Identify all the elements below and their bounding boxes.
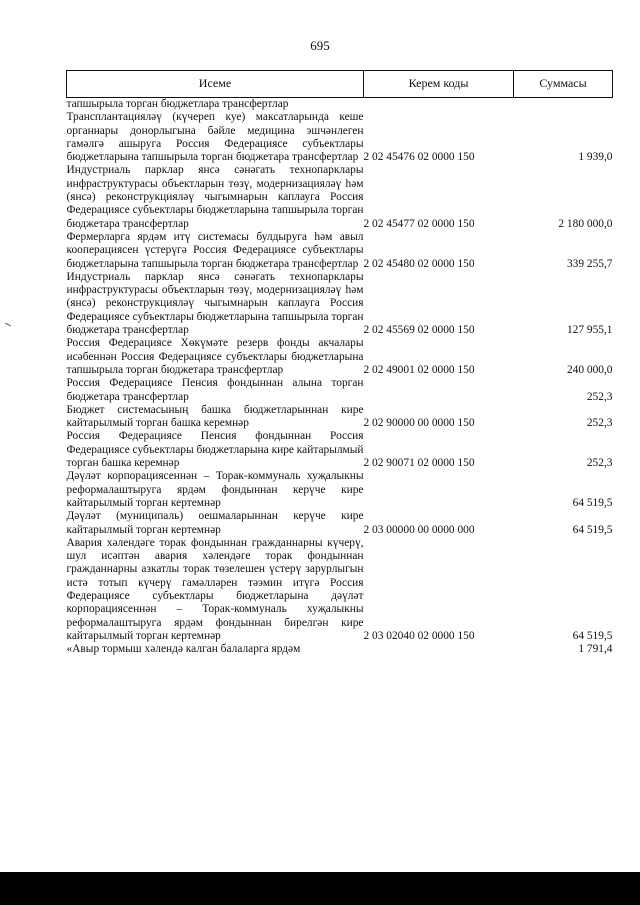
row-code: 2 03 00000 00 0000 000 [363, 523, 475, 536]
table-row [67, 337, 613, 377]
row-sum: 64 519,5 [572, 496, 613, 509]
row-sum: 252,3 [586, 417, 613, 430]
row-code: 2 02 45569 02 0000 150 [363, 324, 475, 337]
table-row [67, 470, 613, 510]
row-name: тапшырыла торган бюджетлара трансфертлар [66, 98, 289, 110]
row-name: «Авыр тормыш хәлендә калган балаларга ярдәм [66, 643, 301, 656]
table-row [67, 510, 613, 537]
table-row [67, 271, 613, 337]
row-code: 2 02 49001 02 0000 150 [363, 363, 475, 376]
row-code: 2 02 45476 02 0000 150 [363, 151, 475, 164]
row-code [364, 377, 514, 404]
row-code: 2 02 90071 02 0000 150 [363, 457, 475, 470]
row-code [364, 643, 514, 656]
scan-border [0, 872, 640, 905]
row-code: 2 02 45477 02 0000 150 [363, 217, 475, 230]
row-name: Фермерларга ярдәм итү системасы булдыруга һәм авыл кооперациясен үстерүгә Россия Федерациясе субъектлары бюджетларына тапшырыла торган бюджетара трансфертлар [66, 230, 364, 270]
table-row [67, 537, 613, 643]
row-sum: 252,3 [586, 457, 613, 470]
table-row [67, 377, 613, 404]
row-sum: 1 939,0 [578, 151, 613, 164]
row-sum: 339 255,7 [566, 257, 613, 270]
row-code: 2 03 02040 02 0000 150 [363, 629, 475, 642]
row-sum: 64 519,5 [572, 523, 613, 536]
table-row [67, 98, 613, 112]
row-code [364, 470, 514, 510]
row-code: 2 02 45480 02 0000 150 [363, 257, 475, 270]
header-code: Керем коды [364, 71, 514, 98]
budget-table [66, 70, 613, 656]
row-sum: 1 791,4 [578, 643, 613, 656]
row-name: Бюджет системасының башка бюджетларыннан кире кайтарылмый торган башка керемнәр [66, 403, 364, 430]
header-name: Исеме [67, 71, 364, 98]
row-name: Россия Федерациясе Пенсия фондыннан алына торган бюджетара трансфертлар [66, 377, 364, 403]
page-number: 695 [310, 38, 330, 53]
row-sum [514, 98, 613, 112]
table-header-row [67, 71, 613, 98]
row-name: Россия Федерациясе Хөкүмәте резерв фонды акчалары исәбеннән Россия Федерациясе субъектлары бюджетларына тапшырыла торган бюджетара трансфертлар [66, 337, 364, 376]
row-sum: 127 955,1 [566, 324, 613, 337]
row-code: 2 02 90000 00 0000 150 [363, 417, 475, 430]
table-row [67, 643, 613, 656]
row-name: Дәүләт корпорациясеннән – Торак-коммуналь хуҗалыкны реформалаштыруга ярдәм фондыннан керүче кире кайтарылмый торган кертемнәр [66, 470, 364, 509]
row-name: Трансплантацияләү (күчереп куе) максатларында кеше органнары донорлыгына бәйле медицина эшчәнлеген гамәлгә ашыруга Россия Федерациясе субъектлары бюджетларына тапшырыла торган бюджетара трансфертлар [66, 111, 364, 164]
row-name: Россия Федерациясе Пенсия фондыннан Россия Федерациясе субъектлары бюджетларына кире кайтарылмый торган башка керемнәр [66, 430, 364, 470]
row-name: Авария хәлендәге торак фондыннан гражданнарны күчерү, шул исәптән авария хәлендәге торак фондыннан гражданнарны азкатлы торак төзелешен үстерү зарурлыгын истә тотып күчерү гамәлләрен тәэмин итүгә Россия Федерациясе субъектлары бюджетларына дәүләт корпорациясеннән – Торак-коммуналь хуҗалыкны реформалаштыруга ярдәм фондыннан бирелгән кире кайтарылмый торган кертемнәр [66, 536, 364, 642]
table-row [67, 164, 613, 230]
row-name: Индустриаль парклар янсә сәнәгать технопарклары инфраструктурасы объектларын төзү, модернизацияләү һәм (янсә) реконструкцияләү чыгымнарын каплауга Россия Федерациясе субъектлары бюджетларына тапшырыла торган бюджетара трансфертлар [66, 164, 364, 230]
row-sum: 2 180 000,0 [558, 217, 613, 230]
table-row [67, 430, 613, 470]
row-code [364, 98, 514, 112]
row-name: Индустриаль парклар янсә сәнәгать технопарклары инфраструктурасы объектларын төзү, модернизацияләү һәм (янсә) реконструкцияләү чыгымнарын каплауга Россия Федерациясе субъектлары бюджетларына тапшырыла торган бюджетара трансфертлар [66, 270, 364, 337]
margin-mark [5, 323, 11, 326]
table-row [67, 111, 613, 164]
table-row [67, 404, 613, 431]
row-sum: 240 000,0 [566, 363, 613, 376]
row-sum: 64 519,5 [572, 629, 613, 642]
table-row [67, 231, 613, 271]
row-name: Дәүләт (муниципаль) оешмаларыннан керүче кире кайтарылмый торган кертемнәр [66, 510, 364, 536]
header-sum: Суммасы [514, 71, 613, 98]
row-sum: 252,3 [586, 390, 613, 403]
